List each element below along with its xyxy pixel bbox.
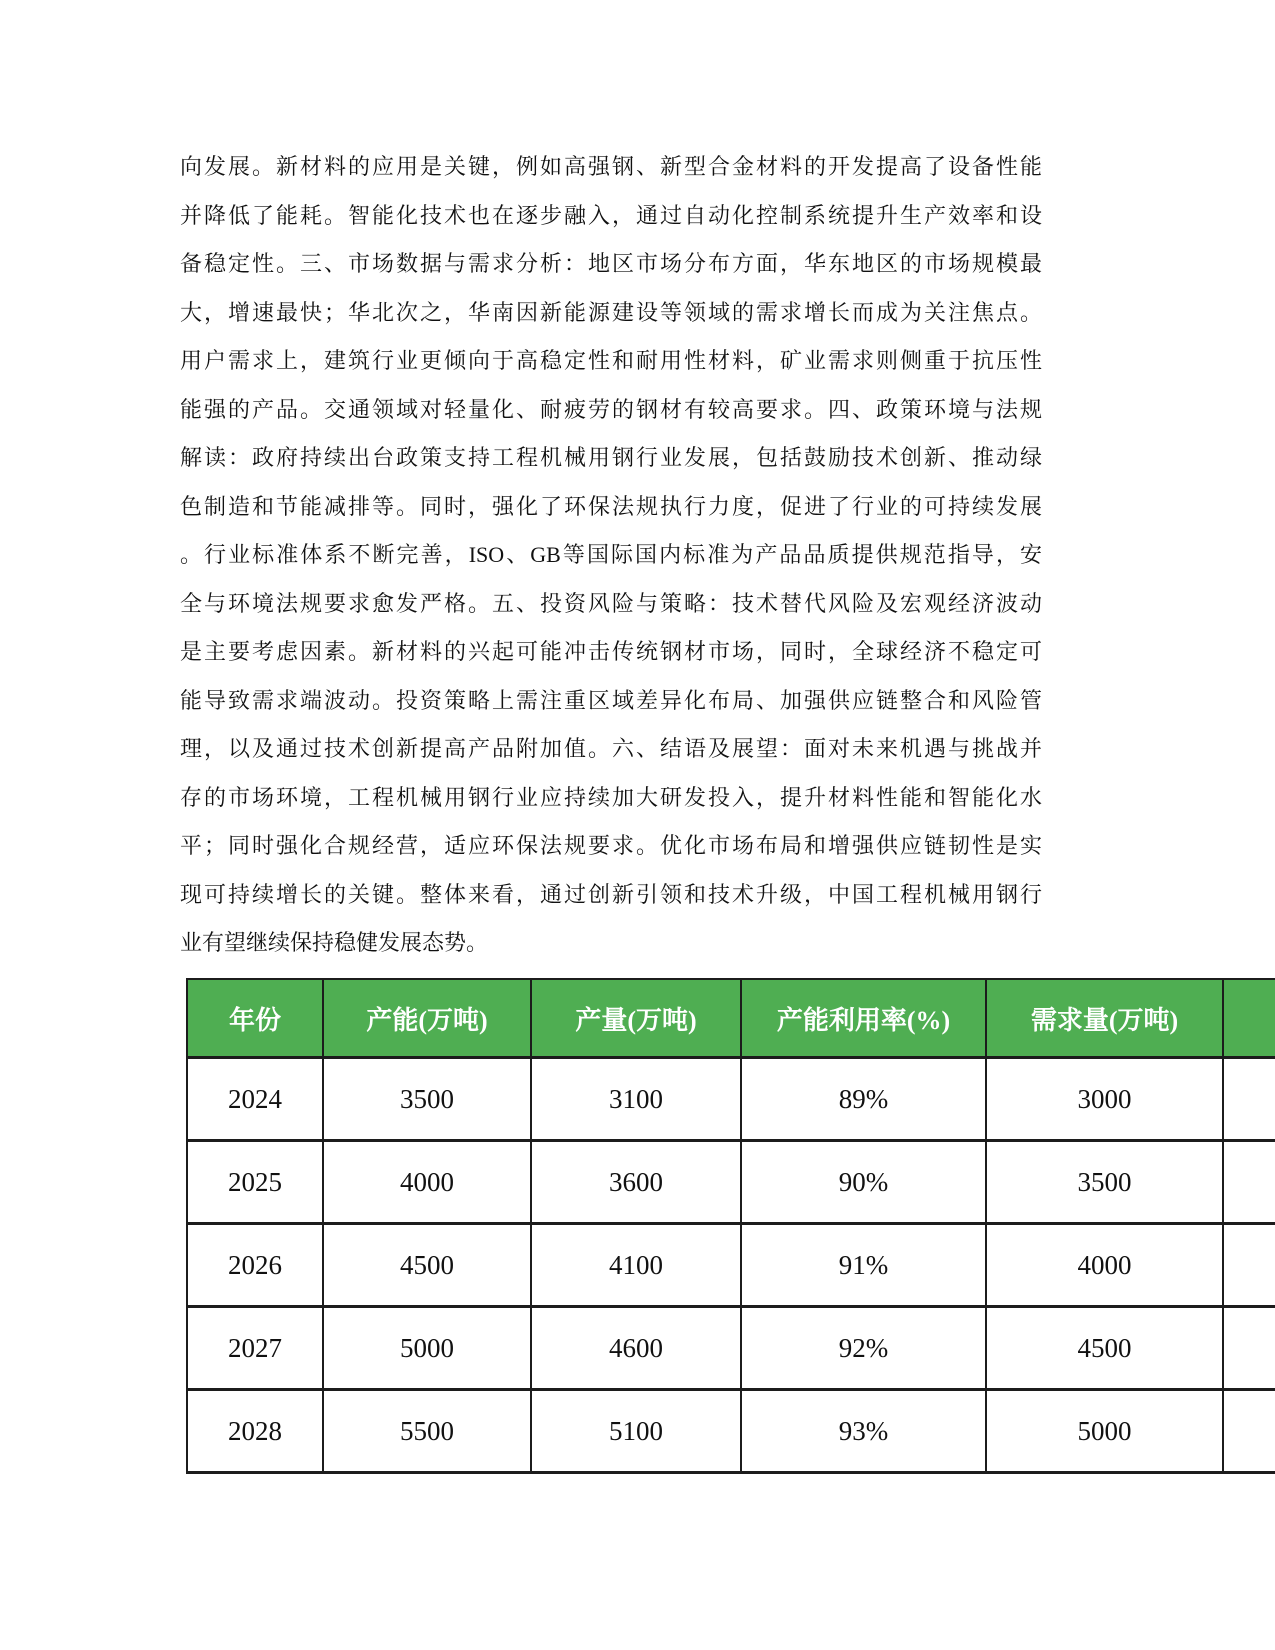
table-cell: 4500 bbox=[986, 1307, 1223, 1390]
table-cell: 89% bbox=[741, 1058, 986, 1141]
table-cell: 3500 bbox=[986, 1141, 1223, 1224]
table-cell: 93% bbox=[741, 1390, 986, 1473]
text-line: 向发展。新材料的应用是关键，例如高强钢、新型合金材料的开发提高了设备性能 bbox=[180, 154, 1042, 179]
table-cell: 2025 bbox=[187, 1141, 323, 1224]
text-line: 用户需求上，建筑行业更倾向于高稳定性和耐用性材料，矿业需求则侧重于抗压性 bbox=[180, 348, 1042, 373]
text-line: 并降低了能耗。智能化技术也在逐步融入，通过自动化控制系统提升生产效率和设 bbox=[180, 202, 1042, 228]
table-row bbox=[187, 1058, 1275, 1141]
table-cell: 2026 bbox=[187, 1224, 323, 1307]
text-line: 平；同时强化合规经营，适应环保法规要求。优化市场布局和增强供应链韧性是实 bbox=[180, 833, 1042, 858]
table-row bbox=[187, 1390, 1275, 1473]
column-header: 年份 bbox=[187, 979, 323, 1058]
text-line: 。行业标准体系不断完善，ISO、GB等国际国内标准为产品品质提供规范指导，安 bbox=[180, 542, 1042, 567]
table-cell: 3100 bbox=[531, 1058, 741, 1141]
table-cell: 4100 bbox=[531, 1224, 741, 1307]
table-cell bbox=[1223, 1224, 1275, 1307]
forecast-data-table bbox=[186, 978, 1275, 1474]
table-cell: 2027 bbox=[187, 1307, 323, 1390]
table-cell: 2028 bbox=[187, 1390, 323, 1473]
table-cell: 3500 bbox=[323, 1058, 531, 1141]
table-cell bbox=[1223, 1058, 1275, 1141]
table-cell: 5500 bbox=[323, 1390, 531, 1473]
text-line: 色制造和节能减排等。同时，强化了环保法规执行力度，促进了行业的可持续发展 bbox=[180, 493, 1042, 519]
table-cell: 90% bbox=[741, 1141, 986, 1224]
column-header: 产量(万吨) bbox=[531, 979, 741, 1058]
table-cell bbox=[1223, 1141, 1275, 1224]
text-line: 能导致需求端波动。投资策略上需注重区域差异化布局、加强供应链整合和风险管 bbox=[180, 687, 1042, 713]
table-cell: 5000 bbox=[323, 1307, 531, 1390]
table-cell: 5100 bbox=[531, 1390, 741, 1473]
table-row bbox=[187, 1307, 1275, 1390]
table-cell bbox=[1223, 1390, 1275, 1473]
table-cell: 92% bbox=[741, 1307, 986, 1390]
table-cell: 3000 bbox=[986, 1058, 1223, 1141]
text-line: 业有望继续保持稳健发展态势。 bbox=[180, 930, 489, 955]
table-cell: 5000 bbox=[986, 1390, 1223, 1473]
table-header-row bbox=[187, 979, 1275, 1058]
table-cell: 4500 bbox=[323, 1224, 531, 1307]
report-paragraph bbox=[180, 143, 1042, 968]
column-header: 产能(万吨) bbox=[323, 979, 531, 1058]
table-cell bbox=[1223, 1307, 1275, 1390]
table-row bbox=[187, 1141, 1275, 1224]
text-line: 理，以及通过技术创新提高产品附加值。六、结语及展望：面对未来机遇与挑战并 bbox=[180, 736, 1042, 761]
text-line: 备稳定性。三、市场数据与需求分析：地区市场分布方面，华东地区的市场规模最 bbox=[180, 251, 1042, 276]
text-line: 全与环境法规要求愈发严格。五、投资风险与策略：技术替代风险及宏观经济波动 bbox=[180, 590, 1042, 616]
text-line: 大，增速最快；华北次之，华南因新能源建设等领域的需求增长而成为关注焦点。 bbox=[180, 299, 1042, 325]
table-cell: 3600 bbox=[531, 1141, 741, 1224]
table-cell: 4000 bbox=[323, 1141, 531, 1224]
table-row bbox=[187, 1224, 1275, 1307]
text-line: 现可持续增长的关键。整体来看，通过创新引领和技术升级，中国工程机械用钢行 bbox=[180, 881, 1042, 907]
table-cell: 2024 bbox=[187, 1058, 323, 1141]
text-line: 解读：政府持续出台政策支持工程机械用钢行业发展，包括鼓励技术创新、推动绿 bbox=[180, 445, 1042, 470]
table-cell: 4000 bbox=[986, 1224, 1223, 1307]
column-header: 产能利用率(%) bbox=[741, 979, 986, 1058]
text-line: 存的市场环境，工程机械用钢行业应持续加大研发投入，提升材料性能和智能化水 bbox=[180, 784, 1042, 810]
text-line: 能强的产品。交通领域对轻量化、耐疲劳的钢材有较高要求。四、政策环境与法规 bbox=[180, 396, 1042, 422]
table-cell: 4600 bbox=[531, 1307, 741, 1390]
table-cell: 91% bbox=[741, 1224, 986, 1307]
text-line: 是主要考虑因素。新材料的兴起可能冲击传统钢材市场，同时，全球经济不稳定可 bbox=[180, 639, 1042, 664]
column-header: 需求量(万吨) bbox=[986, 979, 1223, 1058]
column-header bbox=[1223, 979, 1275, 1058]
